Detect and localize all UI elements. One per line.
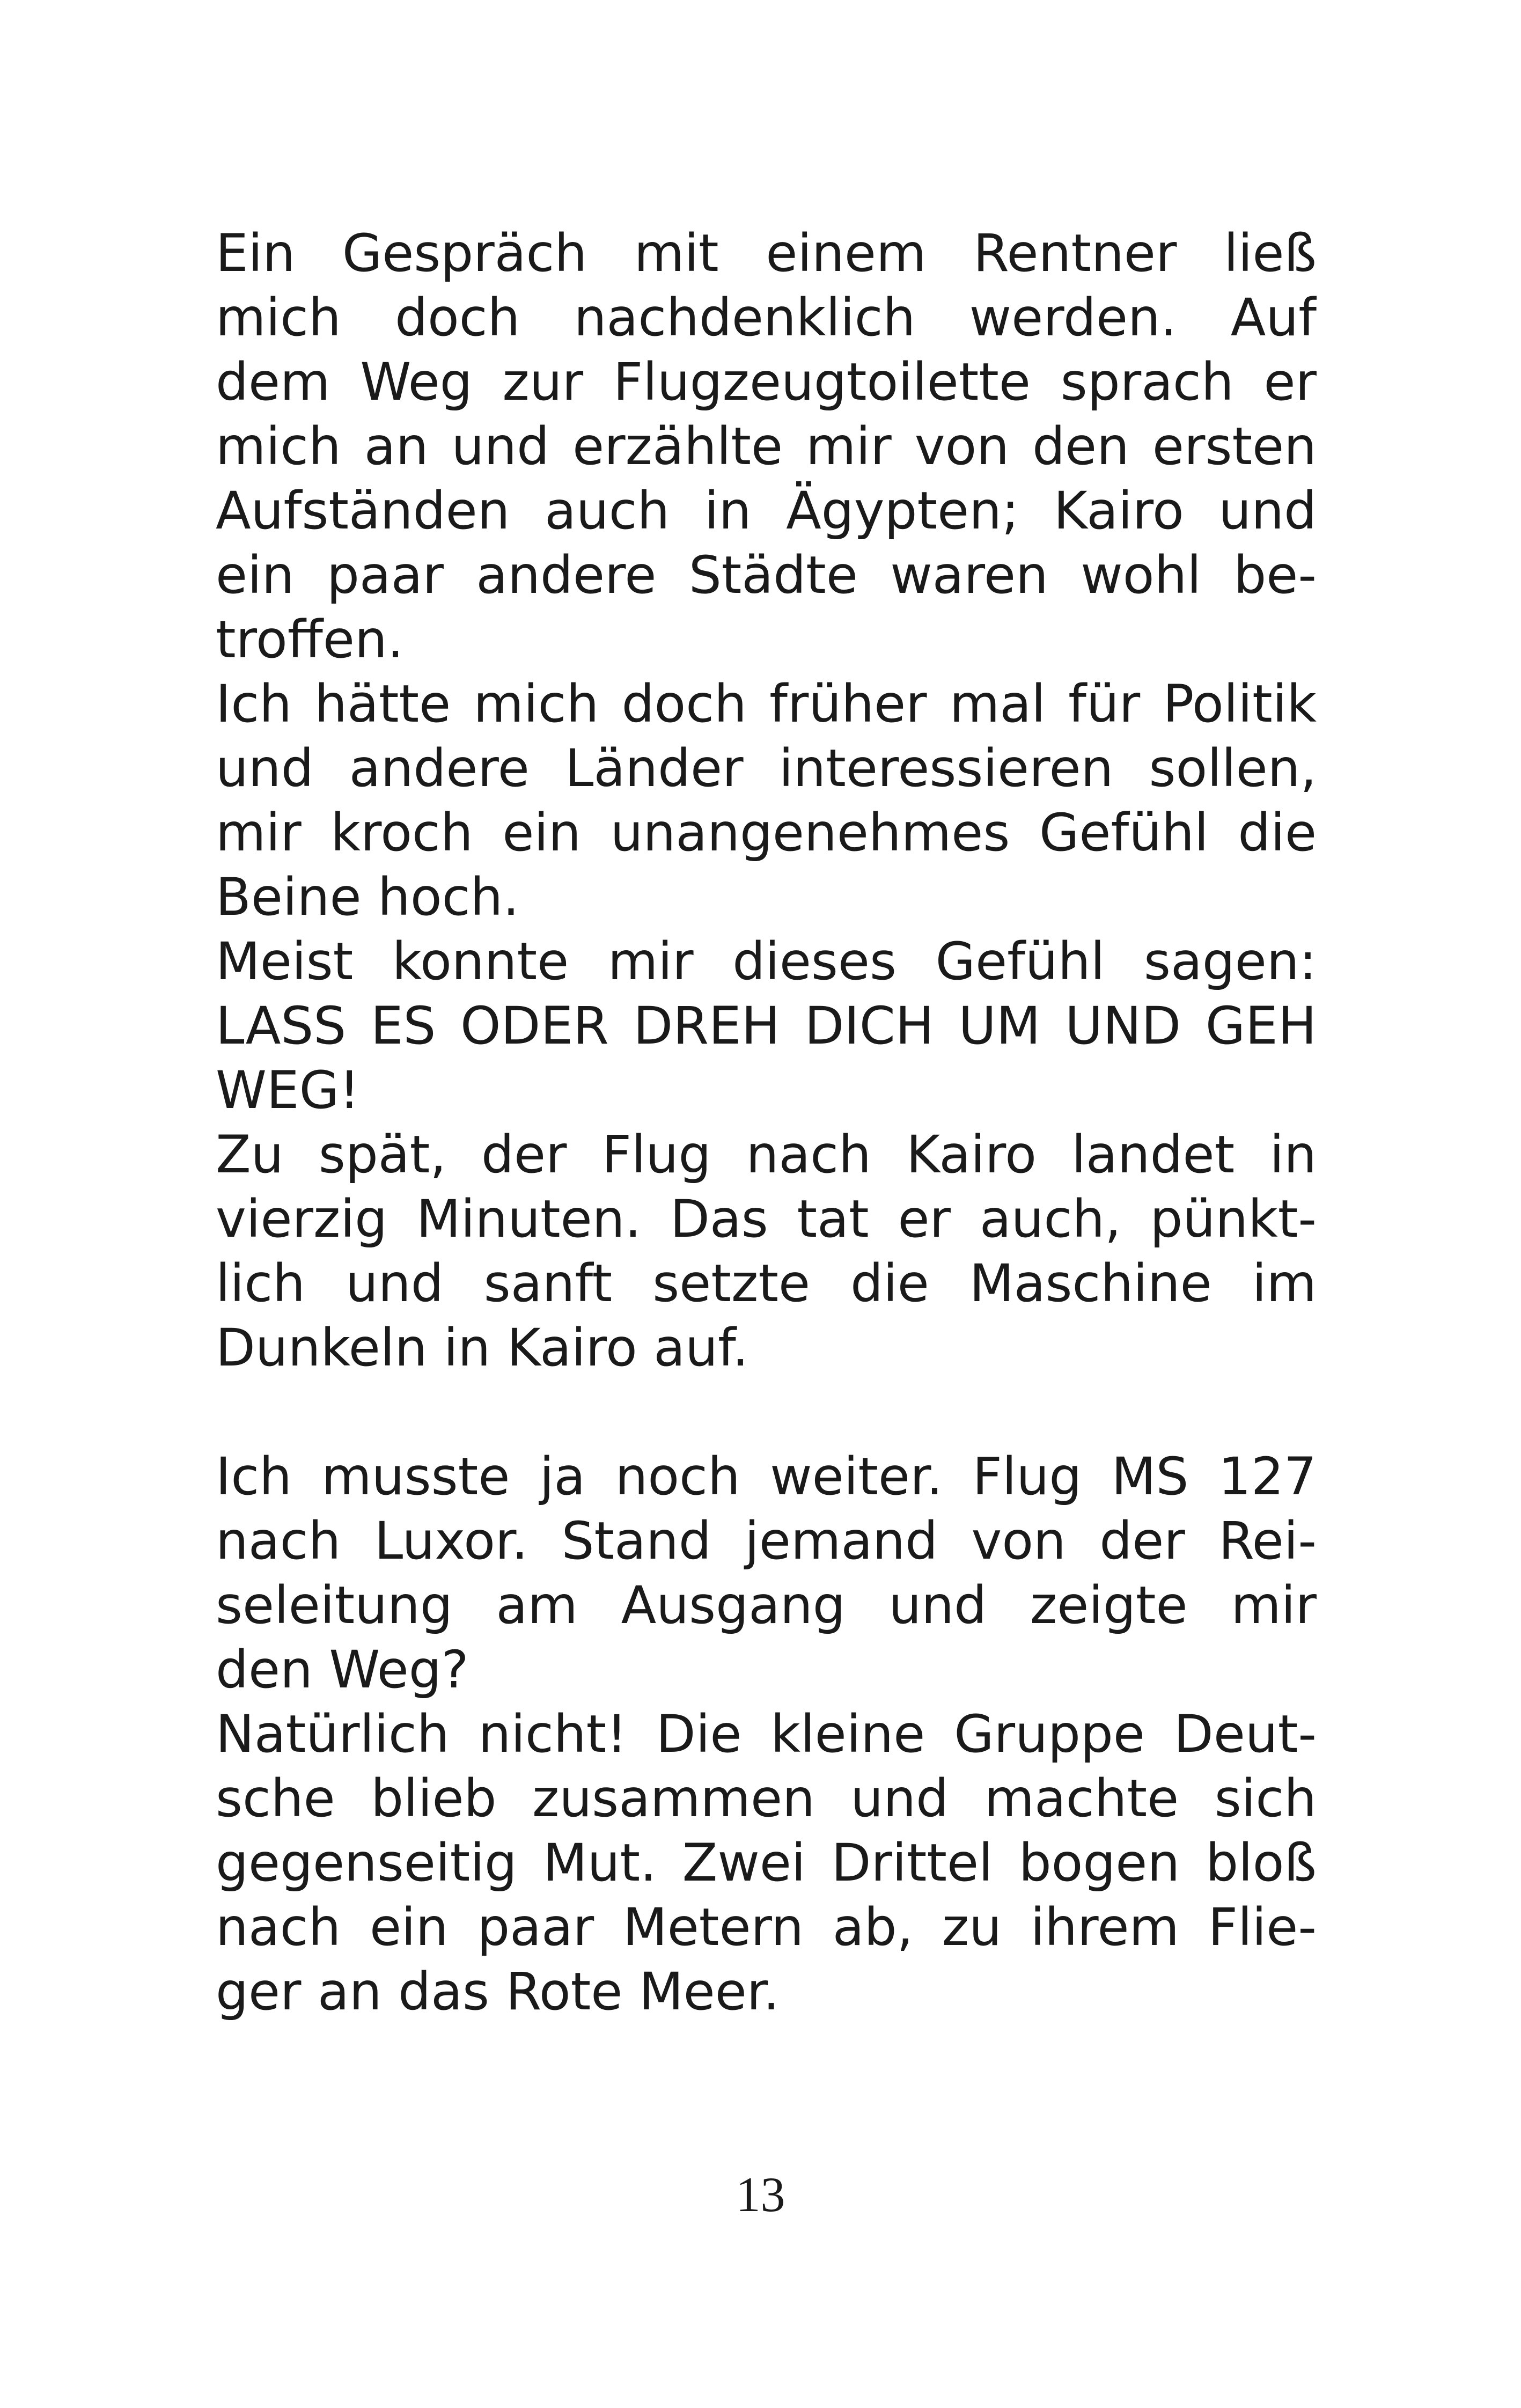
text-line: gegenseitig Mut. Zwei Drittel bogen bloß [216,1833,1317,1893]
text-line: mich an und erzählte mir von den ersten [216,416,1317,476]
text-line: dem Weg zur Flugzeugtoilette sprach er [216,352,1317,412]
text-line: den Weg? [216,1640,469,1700]
text-line: vierzig Minuten. Das tat er auch, pünkt- [216,1189,1317,1249]
text-line: troffen. [216,610,404,670]
text-line: Ich hätte mich doch früher mal für Politik [216,674,1317,734]
text-line: mich doch nachdenklich werden. Auf [216,288,1317,348]
text-line: Dunkeln in Kairo auf. [216,1318,749,1378]
text-line: Meist konnte mir dieses Gefühl sagen: [216,931,1317,992]
text-line: Zu spät, der Flug nach Kairo landet in [216,1125,1317,1185]
text-line: WEG! [216,1060,360,1120]
text-line: LASS ES ODER DREH DICH UM UND GEH [216,996,1317,1056]
text-line: lich und sanft setzte die Maschine im [216,1253,1317,1313]
text-line: und andere Länder interessieren sollen, [216,738,1317,798]
text-line: Natürlich nicht! Die kleine Gruppe Deut- [216,1704,1317,1764]
text-line: Aufständen auch in Ägypten; Kairo und [216,481,1317,541]
paragraph-gap [216,1380,1317,1444]
text-line: Beine hoch. [216,867,519,927]
text-line: seleitung am Ausgang und zeigte mir [216,1575,1317,1635]
text-line: mir kroch ein unangenehmes Gefühl die [216,803,1317,863]
text-line: Ein Gespräch mit einem Rentner ließ [216,223,1317,283]
text-line: ger an das Rote Meer. [216,1962,780,2022]
text-line: sche blieb zusammen und machte sich [216,1768,1317,1829]
body-text [216,221,1317,2024]
page-number: 13 [736,2167,785,2222]
text-line: Ich musste ja noch weiter. Flug MS 127 [216,1447,1317,1507]
text-line: nach ein paar Metern ab, zu ihrem Flie- [216,1897,1317,1957]
text-line: nach Luxor. Stand jemand von der Rei- [216,1511,1317,1571]
text-line: ein paar andere Städte waren wohl be- [216,545,1317,605]
